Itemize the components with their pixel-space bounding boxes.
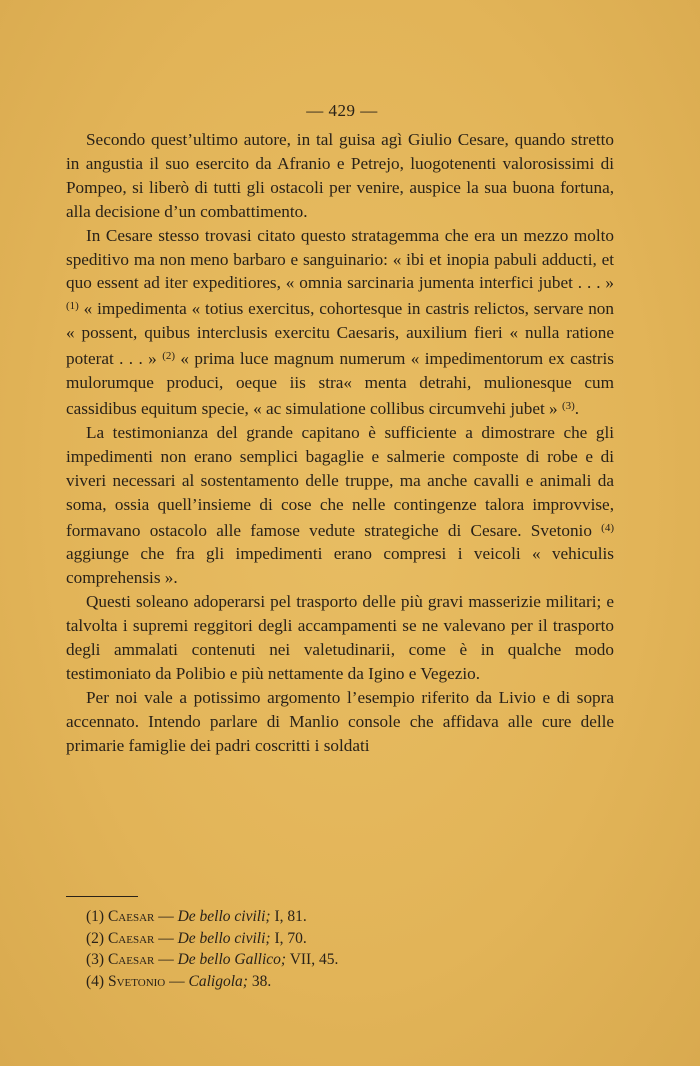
footnote-title: De bello civili;: [177, 929, 271, 947]
paragraph-5: [66, 686, 614, 758]
footnote-title: De bello Gallico;: [177, 951, 287, 969]
footnote-dash: —: [165, 973, 189, 991]
paragraph-4: [66, 590, 614, 686]
body-text: [66, 128, 614, 758]
paragraph-text: « impedimenta « totius exercitus, cohortesque in castris relictos, servare non « possent, quibus interclusis exercitu Caesaris, auxilium fieri « nulla ratione poterat . . . »: [66, 299, 614, 369]
footnote-number: (4): [86, 973, 105, 991]
paragraph-text: Questi soleano adoperarsi pel trasporto delle più gravi masserizie militari; e talvolta i supremi reggitori degli accampamenti se ne valevano per il trasporto degli ammalati contenuti nei valetudinarii, come è in qualche modo testimoniato da Polibio e più nettamente da Igino e Vegezio.: [66, 592, 614, 683]
footnote-author: Caesar: [107, 908, 155, 925]
paragraph-3: [66, 421, 614, 590]
footnote-marker-4[interactable]: (4): [601, 521, 614, 534]
paragraph-text: In Cesare stesso trovasi citato questo stratagemma che era un mezzo molto speditivo ma non meno barbaro e sanguinario: « ibi et inopia pabuli adducti, et quo essent ad iter expeditiores, « omnia sarcinaria jumenta interfici jubet . . . »: [66, 225, 614, 293]
paragraph-1: [66, 128, 614, 224]
footnote-reference: VII, 45.: [286, 951, 339, 969]
footnote-divider: [66, 896, 138, 897]
footnote-2: [86, 928, 606, 950]
footnote-marker-2[interactable]: (2): [162, 350, 176, 363]
footnote-marker-1[interactable]: (1): [66, 300, 79, 313]
footnote-author: Caesar: [107, 929, 155, 947]
footnote-title: De bello civili;: [177, 908, 271, 925]
footnote-reference: 38.: [247, 973, 272, 991]
paragraph-text: .: [574, 398, 580, 418]
footnote-author: Svetonio: [107, 973, 166, 991]
footnote-reference: I, 81.: [270, 908, 307, 925]
footnote-marker-3[interactable]: (3): [561, 399, 575, 412]
paragraph-text: La testimonianza del grande capitano è sufficiente a dimostrare che gli impedimenti non erano semplici bagaglie e salmerie composte di robe e di viveri necessari al sostentamento delle truppe, ma anche cavalli e animali da soma, ossia quell’insieme di cose che nelle contingenze talora improvvise, formavano ostacolo alle famose vedute strategiche di Cesare. Svetonio: [66, 422, 614, 540]
paragraph-text: Per noi vale a potissimo argomento l’esempio riferito da Livio e di sopra accennato. Intendo parlare di Manlio console che affidava alle cure delle primarie famiglie dei padri coscritti i soldati: [66, 687, 614, 755]
footnote-3: [86, 949, 606, 971]
paragraph-text: « prima luce magnum numerum « impedimentorum ex castris mulorumque produci, oeque iis stra« menta detrahi, mulionesque cum cassidibus equitum specie, « ac simulatione collibus circumvehi jubet »: [66, 349, 614, 418]
footnote-dash: —: [154, 929, 178, 947]
paragraph-2: [66, 224, 614, 421]
page-number: — 429 —: [306, 101, 378, 120]
footnote-reference: I, 70.: [270, 929, 307, 947]
footnote-number: (2): [86, 929, 105, 947]
footnote-dash: —: [154, 951, 178, 969]
footnote-number: (1): [86, 908, 105, 925]
footnotes: [86, 906, 606, 993]
footnote-1: [86, 906, 606, 928]
footnote-dash: —: [154, 908, 178, 925]
footnote-number: (3): [86, 951, 105, 969]
footnote-4: [86, 971, 606, 993]
footnote-title: Caligola;: [188, 973, 248, 991]
footnote-author: Caesar: [107, 951, 155, 969]
paragraph-text: Secondo quest’ultimo autore, in tal guisa agì Giulio Cesare, quando stretto in angustia il suo esercito da Afranio e Petrejo, luogotenenti valorosissimi di Pompeo, si liberò di tutti gli ostacoli per venire, auspice la sua buona fortuna, alla decisione d’un combattimento.: [66, 130, 614, 221]
paragraph-text: aggiunge che fra gli impedimenti erano compresi i veicoli « vehiculis comprehensis ».: [66, 544, 614, 588]
